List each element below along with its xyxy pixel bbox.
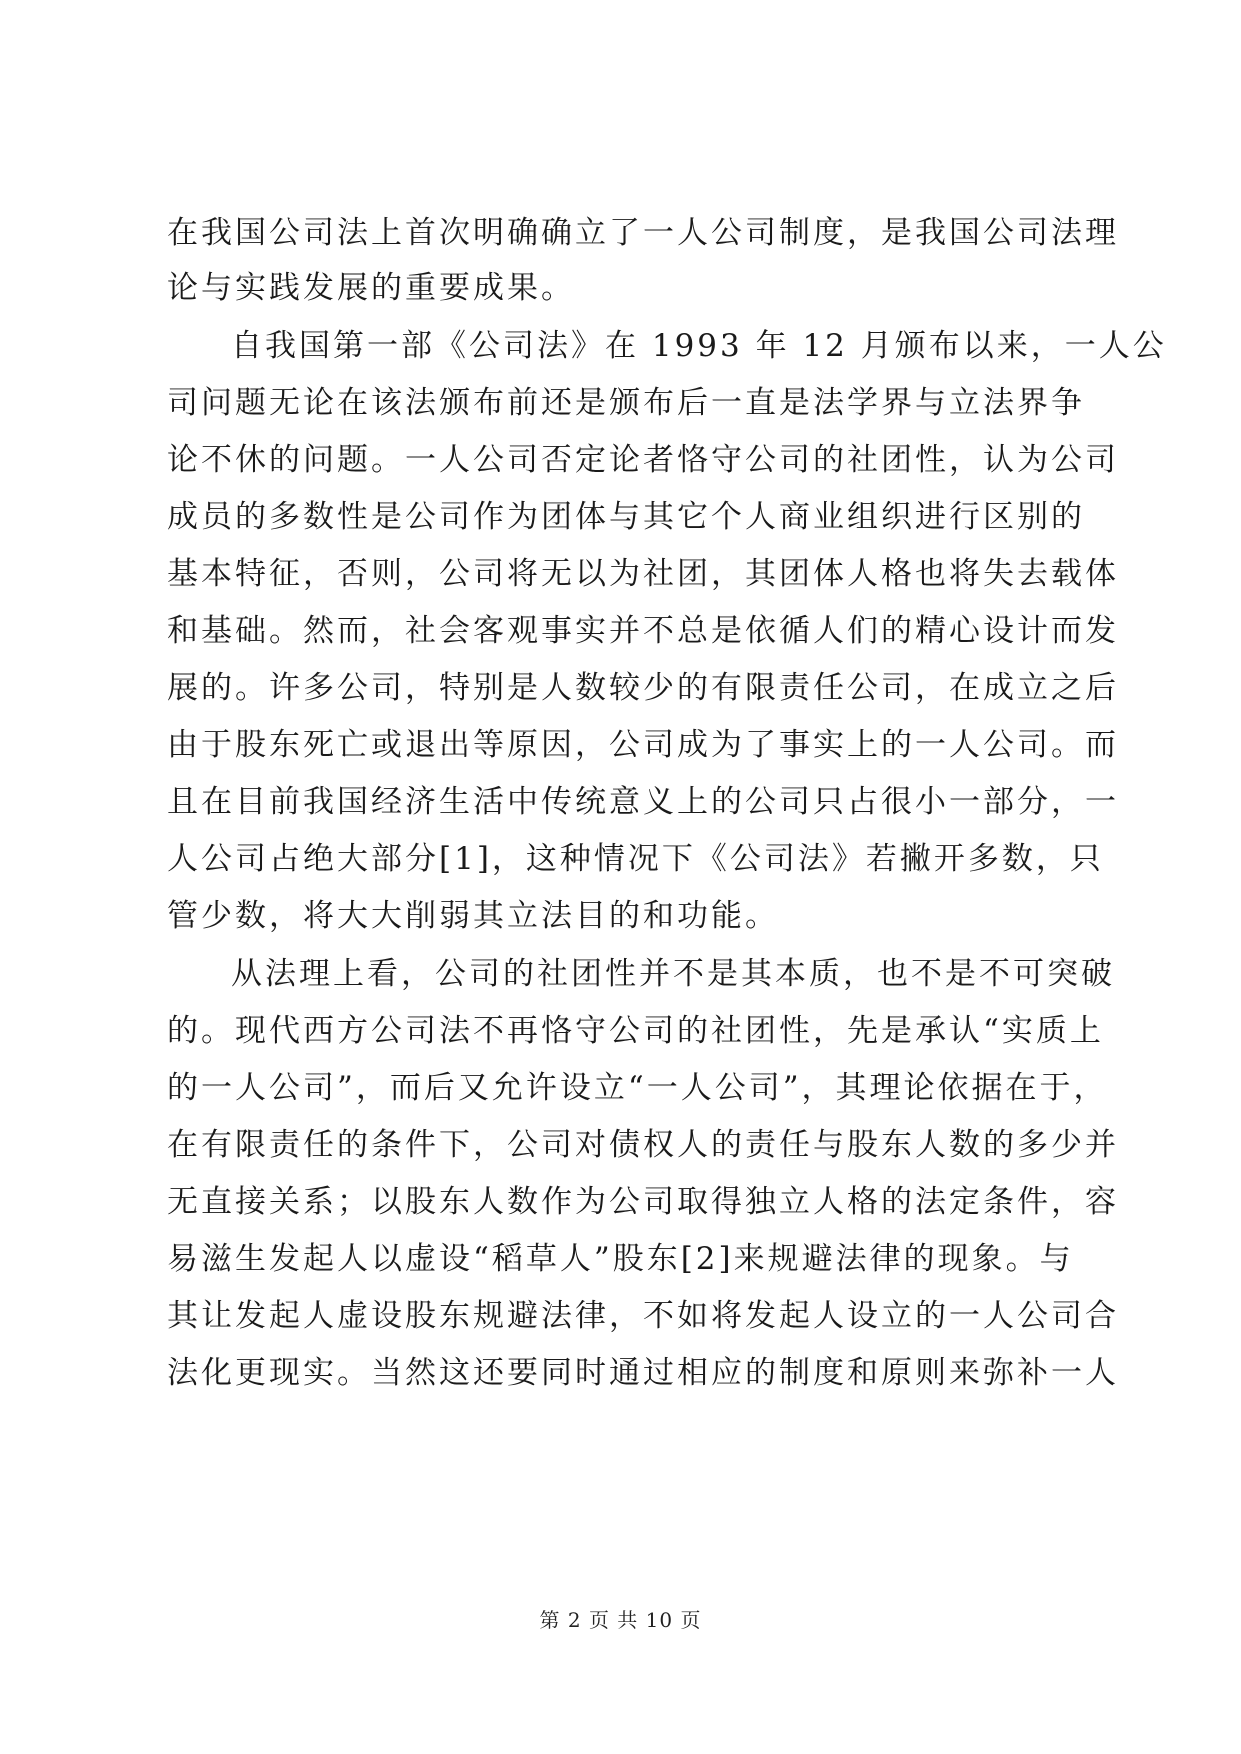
text-line: 人公司占绝大部分[1]，这种情况下《公司法》若撇开多数，只 — [167, 841, 1104, 877]
text-line: 在有限责任的条件下，公司对债权人的责任与股东人数的多少并 — [167, 1127, 1119, 1163]
text-line: 其让发起人虚设股东规避法律，不如将发起人设立的一人公司合 — [167, 1298, 1119, 1334]
text-line: 法化更现实。当然这还要同时通过相应的制度和原则来弥补一人 — [167, 1355, 1119, 1391]
text-line: 基本特征，否则，公司将无以为社团，其团体人格也将失去载体 — [167, 556, 1119, 592]
text-line: 在我国公司法上首次明确确立了一人公司制度，是我国公司法理 — [167, 215, 1119, 251]
text-line: 无直接关系；以股东人数作为公司取得独立人格的法定条件，容 — [167, 1184, 1119, 1220]
paragraph-start-line: 从法理上看，公司的社团性并不是其本质，也不是不可突破 — [231, 956, 1115, 992]
text-line: 论与实践发展的重要成果。 — [167, 270, 575, 306]
text-line: 展的。许多公司，特别是人数较少的有限责任公司，在成立之后 — [167, 670, 1119, 706]
text-line: 易滋生发起人以虚设“稻草人”股东[2]来规避法律的现象。与 — [167, 1241, 1074, 1277]
text-line: 且在目前我国经济生活中传统意义上的公司只占很小一部分，一 — [167, 784, 1119, 820]
text-line: 的一人公司”，而后又允许设立“一人公司”，其理论依据在于， — [167, 1070, 1108, 1106]
text-line: 的。现代西方公司法不再恪守公司的社团性，先是承认“实质上 — [167, 1013, 1104, 1049]
text-line: 成员的多数性是公司作为团体与其它个人商业组织进行区别的 — [167, 499, 1085, 535]
text-line: 由于股东死亡或退出等原因，公司成为了事实上的一人公司。而 — [167, 727, 1119, 763]
text-line: 司问题无论在该法颁布前还是颁布后一直是法学界与立法界争 — [167, 385, 1085, 421]
text-line: 和基础。然而，社会客观事实并不总是依循人们的精心设计而发 — [167, 613, 1119, 649]
text-line: 管少数，将大大削弱其立法目的和功能。 — [167, 898, 779, 934]
page-number-footer: 第 2 页 共 10 页 — [539, 1608, 702, 1632]
text-line: 论不休的问题。一人公司否定论者恪守公司的社团性，认为公司 — [167, 442, 1119, 478]
paragraph-start-line: 自我国第一部《公司法》在 1993 年 12 月颁布以来，一人公 — [231, 328, 1167, 364]
